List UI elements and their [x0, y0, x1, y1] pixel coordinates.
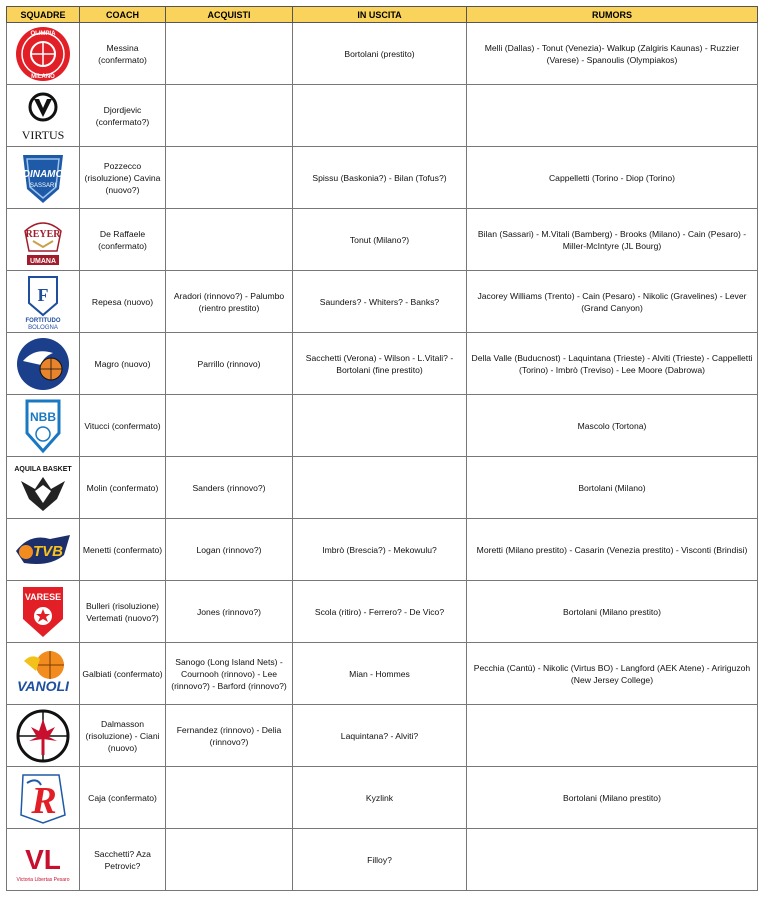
coach-cell: Molin (confermato) — [80, 457, 166, 519]
acquisti-cell: Parrillo (rinnovo) — [166, 333, 293, 395]
rumors-cell: Pecchia (Cantù) - Nikolic (Virtus BO) - Langford (AEK Atene) - Aririguzoh (New Jersey College) — [467, 643, 758, 705]
uscita-cell: Tonut (Milano?) — [293, 209, 467, 271]
acquisti-cell — [166, 23, 293, 85]
table-row — [7, 209, 758, 271]
header-squadre: SQUADRE — [7, 7, 80, 23]
header-row — [7, 7, 758, 23]
rumors-cell: Mascolo (Tortona) — [467, 395, 758, 457]
uscita-cell: Kyzlink — [293, 767, 467, 829]
coach-cell: Magro (nuovo) — [80, 333, 166, 395]
team-logo-cell — [7, 581, 80, 643]
team-logo-cell — [7, 457, 80, 519]
team-logo-cell — [7, 209, 80, 271]
brescia-logo — [13, 335, 73, 393]
coach-cell: Repesa (nuovo) — [80, 271, 166, 333]
uscita-cell — [293, 457, 467, 519]
rumors-cell: Jacorey Williams (Trento) - Cain (Pesaro) - Nikolic (Gravelines) - Lever (Grand Canyon) — [467, 271, 758, 333]
team-logo-cell — [7, 147, 80, 209]
varese-logo — [13, 583, 73, 641]
team-logo-cell — [7, 333, 80, 395]
team-logo-cell — [7, 643, 80, 705]
acquisti-cell: Fernandez (rinnovo) - Delia (rinnovo?) — [166, 705, 293, 767]
acquisti-cell: Jones (rinnovo?) — [166, 581, 293, 643]
acquisti-cell — [166, 85, 293, 147]
svg-text:BOLOGNA: BOLOGNA — [28, 324, 58, 331]
virtus-logo — [13, 87, 73, 145]
coach-cell: Menetti (confermato) — [80, 519, 166, 581]
acquisti-cell — [166, 767, 293, 829]
coach-cell: Pozzecco (risoluzione) Cavina (nuovo?) — [80, 147, 166, 209]
header-uscita: IN USCITA — [293, 7, 467, 23]
victoria-libertas-pesaro-logo — [10, 831, 76, 889]
uscita-cell: Laquintana? - Alviti? — [293, 705, 467, 767]
team-logo-cell — [7, 519, 80, 581]
coach-cell: Dalmasson (risoluzione) - Ciani (nuovo) — [80, 705, 166, 767]
svg-text:Victoria Libertas Pesaro: Victoria Libertas Pesaro — [16, 876, 70, 883]
table-row — [7, 457, 758, 519]
team-logo-cell — [7, 705, 80, 767]
coach-cell: Caja (confermato) — [80, 767, 166, 829]
reyer-venezia-logo — [13, 211, 73, 269]
acquisti-cell: Sanders (rinnovo?) — [166, 457, 293, 519]
team-logo-cell — [7, 829, 80, 891]
brindisi-logo — [13, 397, 73, 455]
table-row — [7, 643, 758, 705]
rumors-cell: Melli (Dallas) - Tonut (Venezia)- Walkup (Zalgiris Kaunas) - Ruzzier (Varese) - Spanoulis (Olympiakos) — [467, 23, 758, 85]
svg-text:REYER: REYER — [25, 228, 61, 240]
header-rumors: RUMORS — [467, 7, 758, 23]
table-row — [7, 333, 758, 395]
uscita-cell: Imbrò (Brescia?) - Mekowulu? — [293, 519, 467, 581]
team-logo-cell — [7, 395, 80, 457]
team-logo-cell — [7, 271, 80, 333]
rumors-cell: Cappelletti (Torino - Diop (Torino) — [467, 147, 758, 209]
acquisti-cell: Sanogo (Long Island Nets) - Cournooh (rinnovo) - Lee (rinnovo?) - Barford (rinnovo?) — [166, 643, 293, 705]
rumors-cell — [467, 705, 758, 767]
coach-cell: Sacchetti? Aza Petrovic? — [80, 829, 166, 891]
rumors-cell: Della Valle (Buducnost) - Laquintana (Trieste) - Alviti (Trieste) - Cappelletti (Torino) - Imbrò (Treviso) - Lee Moore (Dabrowa) — [467, 333, 758, 395]
acquisti-cell: Aradori (rinnovo?) - Palumbo (rientro prestito) — [166, 271, 293, 333]
acquisti-cell — [166, 395, 293, 457]
olimpia-milano-logo — [13, 25, 73, 83]
acquisti-cell — [166, 147, 293, 209]
svg-text:VARESE: VARESE — [24, 591, 62, 602]
svg-text:R: R — [31, 779, 57, 822]
rumors-cell — [467, 829, 758, 891]
svg-text:MILANO: MILANO — [31, 73, 55, 80]
coach-cell: Galbiati (confermato) — [80, 643, 166, 705]
table-row — [7, 271, 758, 333]
table-row — [7, 395, 758, 457]
uscita-cell: Saunders? - Whiters? - Banks? — [293, 271, 467, 333]
rumors-cell: Bortolani (Milano prestito) — [467, 767, 758, 829]
table-row — [7, 829, 758, 891]
svg-text:AQUILA BASKET: AQUILA BASKET — [14, 465, 72, 473]
rumors-cell — [467, 85, 758, 147]
uscita-cell: Filloy? — [293, 829, 467, 891]
rumors-cell: Bortolani (Milano) — [467, 457, 758, 519]
table-row — [7, 705, 758, 767]
team-logo-cell — [7, 767, 80, 829]
uscita-cell: Mian - Hommes — [293, 643, 467, 705]
svg-text:NBB: NBB — [30, 409, 56, 424]
acquisti-cell — [166, 209, 293, 271]
svg-text:F: F — [37, 284, 49, 305]
trieste-logo — [13, 707, 73, 765]
table-row — [7, 519, 758, 581]
header-coach: COACH — [80, 7, 166, 23]
rumors-cell: Bilan (Sassari) - M.Vitali (Bamberg) - Brooks (Milano) - Cain (Pesaro) - Miller-McIntyre (JL Bourg) — [467, 209, 758, 271]
treviso-logo — [10, 521, 76, 579]
svg-text:VANOLI: VANOLI — [17, 677, 69, 694]
svg-text:SASSARI: SASSARI — [29, 182, 57, 189]
table-row — [7, 147, 758, 209]
svg-text:VIRTUS: VIRTUS — [21, 127, 65, 142]
uscita-cell: Spissu (Baskonia?) - Bilan (Tofus?) — [293, 147, 467, 209]
svg-text:UMANA: UMANA — [29, 257, 57, 265]
rumors-cell: Bortolani (Milano prestito) — [467, 581, 758, 643]
table-row — [7, 581, 758, 643]
uscita-cell: Sacchetti (Verona) - Wilson - L.Vitali? - Bortolani (fine prestito) — [293, 333, 467, 395]
coach-cell: Djordjevic (confermato?) — [80, 85, 166, 147]
table-row — [7, 23, 758, 85]
table-row — [7, 85, 758, 147]
acquisti-cell — [166, 829, 293, 891]
team-logo-cell — [7, 23, 80, 85]
uscita-cell — [293, 395, 467, 457]
svg-text:VL: VL — [25, 843, 61, 875]
svg-text:OLIMPIA: OLIMPIA — [30, 30, 56, 37]
coach-cell: Vitucci (confermato) — [80, 395, 166, 457]
uscita-cell: Scola (ritiro) - Ferrero? - De Vico? — [293, 581, 467, 643]
dinamo-sassari-logo — [13, 149, 73, 207]
uscita-cell — [293, 85, 467, 147]
aquila-basket-logo — [13, 459, 73, 517]
coach-cell: De Raffaele (confermato) — [80, 209, 166, 271]
acquisti-cell: Logan (rinnovo?) — [166, 519, 293, 581]
mercato-table — [6, 6, 758, 891]
header-acquisti: ACQUISTI — [166, 7, 293, 23]
uscita-cell: Bortolani (prestito) — [293, 23, 467, 85]
rumors-cell: Moretti (Milano prestito) - Casarin (Venezia prestito) - Visconti (Brindisi) — [467, 519, 758, 581]
vanoli-cremona-logo — [10, 645, 76, 703]
svg-text:FORTITUDO: FORTITUDO — [25, 317, 61, 324]
reggio-emilia-logo — [13, 769, 73, 827]
coach-cell: Messina (confermato) — [80, 23, 166, 85]
svg-text:DINAMO: DINAMO — [22, 168, 64, 180]
table-row — [7, 767, 758, 829]
coach-cell: Bulleri (risoluzione) Vertemati (nuovo?) — [80, 581, 166, 643]
team-logo-cell — [7, 85, 80, 147]
fortitudo-bologna-logo — [13, 273, 73, 331]
svg-text:TVB: TVB — [33, 542, 63, 560]
